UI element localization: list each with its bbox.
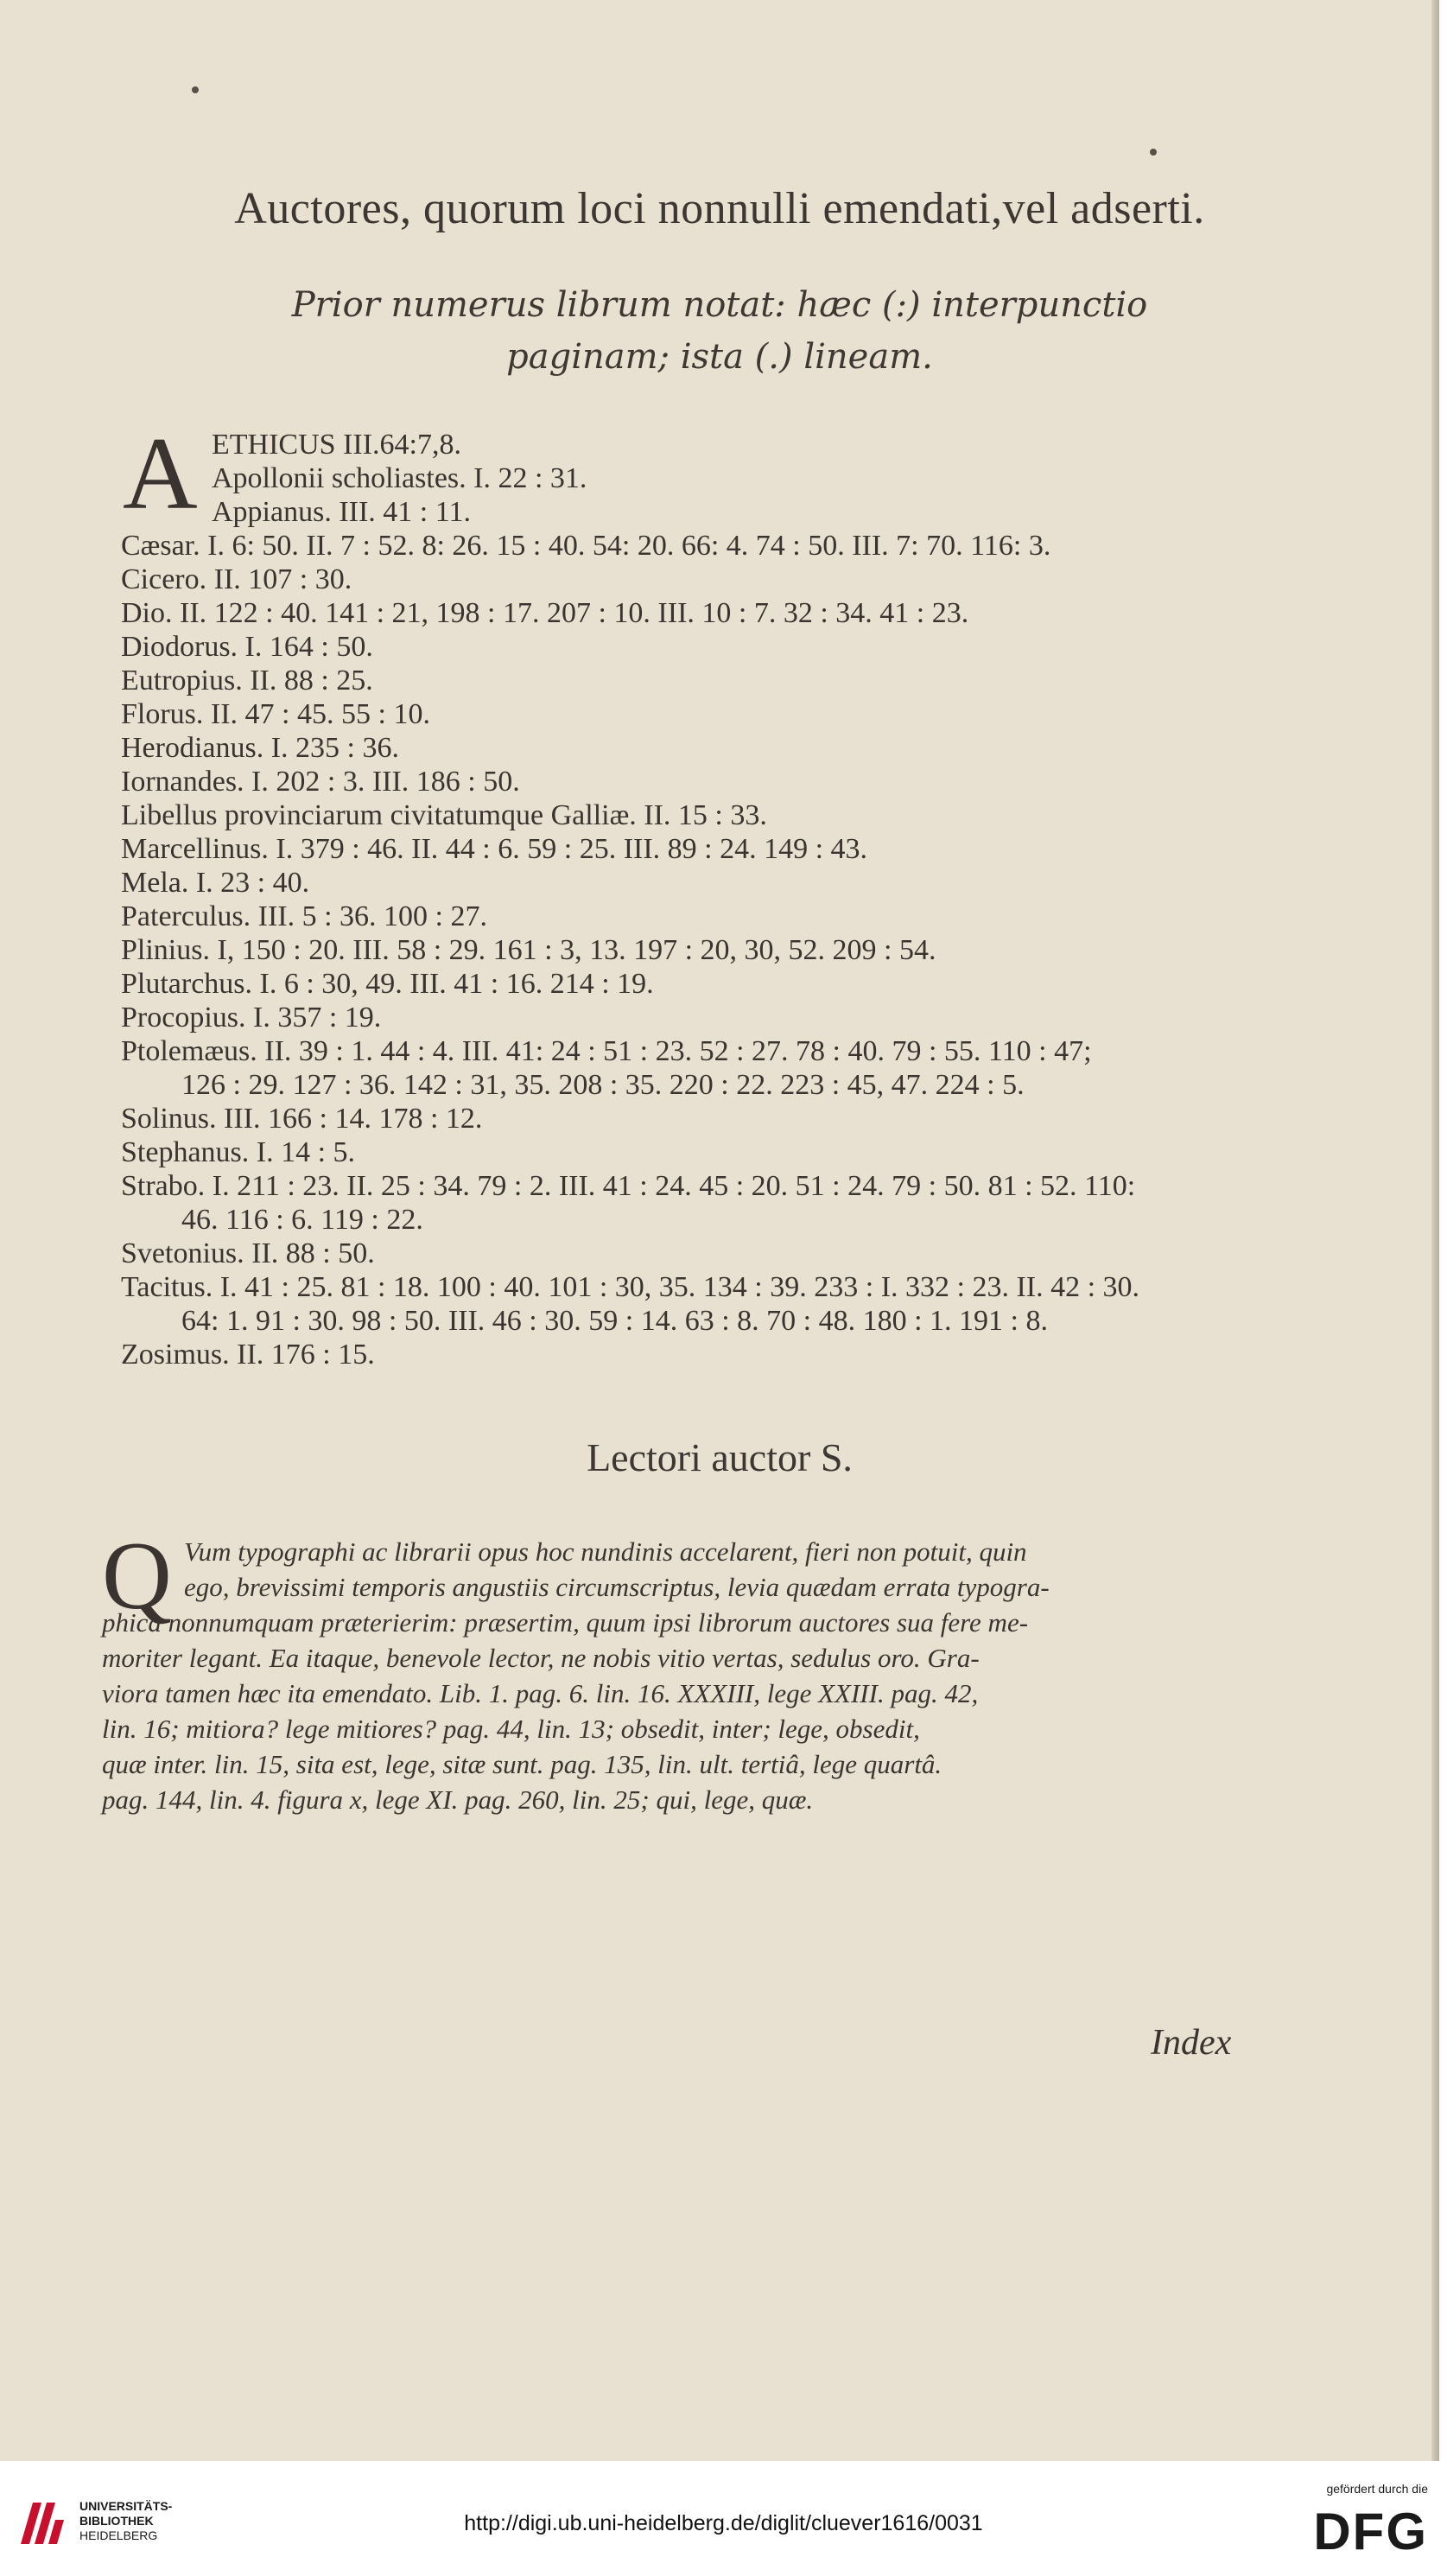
- author-entry: Florus. II. 47 : 45. 55 : 10.: [121, 698, 430, 730]
- author-entry: Mela. I. 23 : 40.: [121, 867, 310, 899]
- author-entry: Eutropius. II. 88 : 25.: [121, 665, 373, 696]
- author-entry: Zosimus. II. 176 : 15.: [121, 1339, 375, 1371]
- author-entry: Solinus. III. 166 : 14. 178 : 12.: [121, 1103, 483, 1135]
- author-entry: 126 : 29. 127 : 36. 142 : 31, 35. 208 : 35. 220 : 22. 223 : 45, 47. 224 : 5.: [181, 1069, 1025, 1101]
- author-entry: Diodorus. I. 164 : 50.: [121, 631, 373, 663]
- viewer-footer: [0, 2461, 1447, 2576]
- funded-by-label: gefördert durch die: [1326, 2482, 1428, 2496]
- page-title: Auctores, quorum loci nonnulli emendati,vel adserti.: [234, 184, 1205, 233]
- drop-capital-q: Q: [102, 1523, 172, 1630]
- author-entry: Apollonii scholiastes. I. 22 : 31.: [212, 462, 587, 494]
- permalink-url[interactable]: http://digi.ub.uni-heidelberg.de/diglit/cluever1616/0031: [464, 2511, 983, 2535]
- author-entry: 46. 116 : 6. 119 : 22.: [181, 1204, 423, 1236]
- author-entry: Procopius. I. 357 : 19.: [121, 1002, 382, 1034]
- author-entry: Plutarchus. I. 6 : 30, 49. III. 41 : 16. 214 : 19.: [121, 968, 654, 1000]
- author-entry: Plinius. I, 150 : 20. III. 58 : 29. 161 : 3, 13. 197 : 20, 30, 52. 209 : 54.: [121, 934, 936, 966]
- library-name-line-2: BIBLIOTHEK: [79, 2514, 154, 2528]
- author-entry: Dio. II. 122 : 40. 141 : 21, 198 : 17. 207 : 10. III. 10 : 7. 32 : 34. 41 : 23.: [121, 597, 969, 629]
- paragraph-line: Vum typographi ac librarii opus hoc nundinis accelarent, fieri non potuit, quin: [184, 1536, 1027, 1567]
- drop-capital-a: A: [123, 416, 198, 531]
- author-index-list: [121, 428, 1244, 1371]
- author-entry: Cicero. II. 107 : 30.: [121, 563, 352, 595]
- author-entry: Appianus. III. 41 : 11.: [212, 496, 471, 528]
- library-name-line-1: UNIVERSITÄTS-: [79, 2499, 173, 2513]
- author-entry: Herodianus. I. 235 : 36.: [121, 732, 400, 764]
- paragraph-line: moriter legant. Ea itaque, benevole lector, ne nobis vitio vertas, sedulus oro. Gra-: [102, 1643, 980, 1673]
- author-entry: Iornandes. I. 202 : 3. III. 186 : 50.: [121, 766, 520, 798]
- author-entry: 64: 1. 91 : 30. 98 : 50. III. 46 : 30. 59 : 14. 63 : 8. 70 : 48. 180 : 1. 191 : 8.: [181, 1305, 1048, 1337]
- paragraph-line: quæ inter. lin. 15, sita est, lege, sitæ sunt. pag. 135, lin. ult. tertiâ, lege quartâ.: [102, 1749, 942, 1779]
- paragraph-line: ego, brevissimi temporis angustiis circumscriptus, levia quædam errata typogra-: [184, 1572, 1050, 1602]
- author-entry: Tacitus. I. 41 : 25. 81 : 18. 100 : 40. 101 : 30, 35. 134 : 39. 233 : I. 332 : 23. II. 42 : 30.: [121, 1271, 1140, 1303]
- author-entry: Stephanus. I. 14 : 5.: [121, 1136, 356, 1168]
- author-entry: Libellus provinciarum civitatumque Galliæ. II. 15 : 33.: [121, 799, 767, 831]
- author-entry: Cæsar. I. 6: 50. II. 7 : 52. 8: 26. 15 : 40. 54: 20. 66: 4. 74 : 50. III. 7: 70. 116: 3.: [121, 530, 1051, 562]
- paragraph-line: lin. 16; mitiora? lege mitiores? pag. 44, lin. 13; obsedit, inter; lege, obsedit,: [102, 1714, 920, 1744]
- ink-speck: [192, 86, 199, 93]
- author-entry: Paterculus. III. 5 : 36. 100 : 27.: [121, 900, 487, 932]
- author-entry: Svetonius. II. 88 : 50.: [121, 1237, 375, 1269]
- dfg-logo[interactable]: DFG: [1313, 2503, 1428, 2560]
- author-entry: Strabo. I. 211 : 23. II. 25 : 34. 79 : 2. III. 41 : 24. 45 : 20. 51 : 24. 79 : 50. 81 : 52. 110:: [121, 1170, 1136, 1202]
- library-name-line-3: HEIDELBERG: [79, 2528, 158, 2542]
- lector-heading: Lectori auctor S.: [587, 1435, 853, 1479]
- note-line-2: paginam; ista (.) lineam.: [506, 337, 933, 377]
- paragraph-line: pag. 144, lin. 4. figura x, lege XI. pag. 260, lin. 25; qui, lege, quæ.: [102, 1784, 814, 1815]
- ink-speck: [1150, 149, 1157, 156]
- note-line-1: Prior numerus librum notat: hæc (:) interpunctio: [291, 285, 1148, 325]
- errata-paragraph: [102, 1534, 1264, 1817]
- paragraph-line: phica nonnumquam præterierim: præsertim, quum ipsi librorum auctores sua fere me-: [102, 1607, 1029, 1638]
- paragraph-line: viora tamen hæc ita emendato. Lib. 1. pag. 6. lin. 16. XXXIII, lege XXIII. pag. 42,: [102, 1678, 979, 1708]
- catchword: Index: [1151, 2023, 1232, 2063]
- author-entry: ETHICUS III.64:7,8.: [212, 429, 461, 461]
- author-entry: Ptolemæus. II. 39 : 1. 44 : 4. III. 41: 24 : 51 : 23. 52 : 27. 78 : 40. 79 : 55. 110 : 47;: [121, 1035, 1092, 1067]
- author-entry: Marcellinus. I. 379 : 46. II. 44 : 6. 59 : 25. III. 89 : 24. 149 : 43.: [121, 833, 868, 865]
